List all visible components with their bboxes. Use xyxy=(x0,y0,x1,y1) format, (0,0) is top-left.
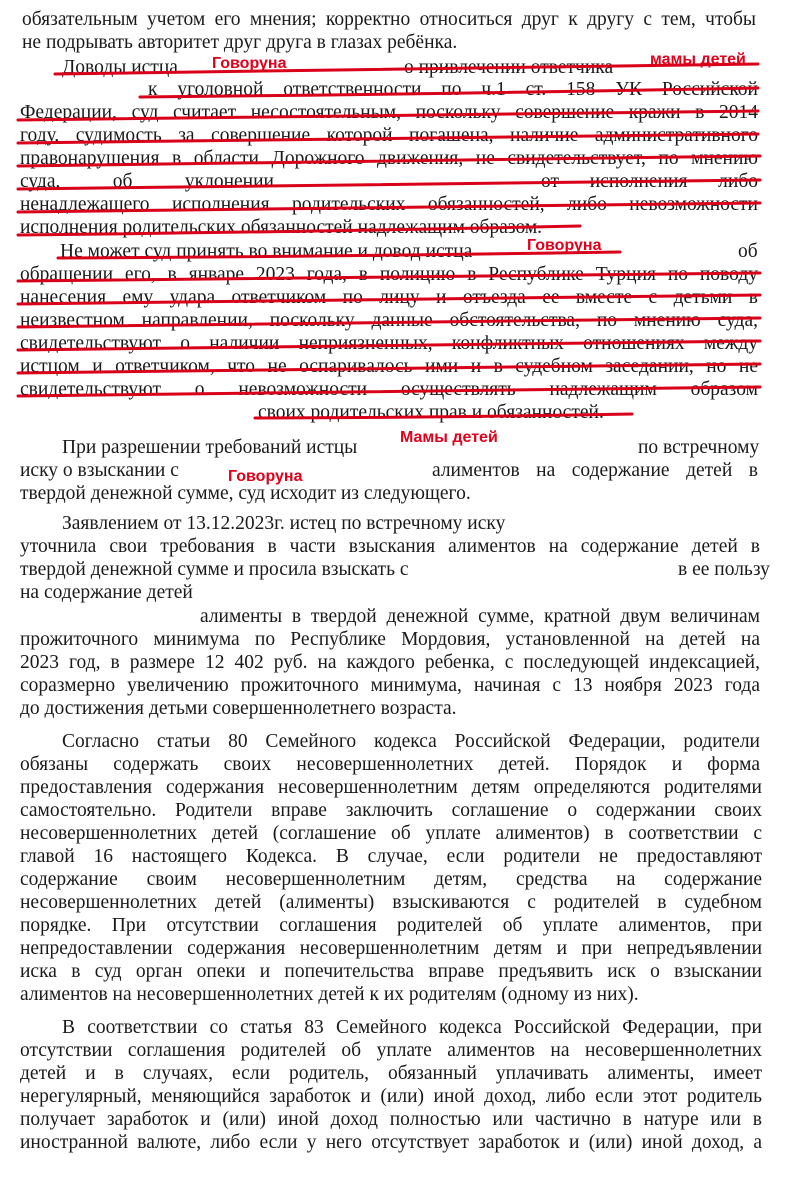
text-line: нанесения ему удара ответчиком по лицу и отъезда ее вместе с детьми в xyxy=(20,287,758,308)
annotation-mamy-detey: Мамы детей xyxy=(400,429,498,446)
text-line: Доводы истца xyxy=(62,57,178,78)
text-line: твердой денежной сумме и просила взыскать с xyxy=(20,559,409,580)
text-line: твердой денежной сумме, суд исходит из следующего. xyxy=(20,483,471,504)
text-line: иска в суд орган опеки и попечительства вправе предъявить иск о взыскании xyxy=(20,961,762,982)
text-line: году, судимость за совершение которой погашена, наличие административного xyxy=(20,125,758,146)
text-line: непредоставлении содержания несовершеннолетним детям и при непредъявлении xyxy=(20,938,762,959)
text-line: Не может суд принять во внимание и довод истца xyxy=(60,241,473,262)
text-line: свидетельствуют о невозможности осуществлять надлежащим образом xyxy=(20,379,758,400)
text-line: истцом и ответчиком, что не оспаривалось ими и в судебном заседании, но не xyxy=(20,356,758,377)
text-line: 2023 год, в размере 12 402 руб. на каждого ребенка, с последующей индексацией, xyxy=(20,652,760,673)
text-line: в ее пользу xyxy=(678,559,770,580)
text-line: самостоятельно. Родители вправе заключить соглашение о содержании своих xyxy=(20,800,762,821)
text-line: обязаны содержать своих несовершеннолетних детей. Порядок и форма xyxy=(20,754,760,775)
text-line: по встречному xyxy=(638,437,760,458)
text-line: к уголовной ответственности по ч.1 ст. 158 УК Российской xyxy=(148,79,758,100)
text-line: иску о взыскании с xyxy=(20,460,179,481)
text-line: обязательным учетом его мнения; корректно относиться друг к другу с тем, чтобы xyxy=(22,9,756,30)
text-line: главой 16 настоящего Кодекса. В случае, если родители не предоставляют xyxy=(20,846,762,867)
annotation-govoruna: Говоруна xyxy=(212,55,287,72)
text-line: от исполнения либо xyxy=(541,171,758,192)
text-line: прожиточного минимума по Республике Мордовия, установленной на детей на xyxy=(20,629,760,650)
text-line: исполнения родительских обязанностей надлежащим образом. xyxy=(20,217,543,238)
text-line: свидетельствуют о наличии неприязненных, конфликтных отношениях между xyxy=(20,333,758,354)
annotation-govoruna: Говоруна xyxy=(527,237,602,254)
text-line: на содержание детей xyxy=(20,582,193,603)
text-line: правонарушения в области Дорожного движения, не свидетельствует, по мнению xyxy=(20,148,758,169)
text-line: алиментов на несовершеннолетних детей к их родителям (одному из них). xyxy=(20,984,639,1005)
text-line: об xyxy=(738,241,758,262)
text-line: суда, об уклонении xyxy=(20,171,274,192)
text-line: уточнила свои требования в части взыскания алиментов на содержание детей в xyxy=(20,536,760,557)
text-line: иностранной валюте, либо если у него отсутствует заработок и (или) иной доход, а xyxy=(20,1132,762,1153)
text-line: Согласно статьи 80 Семейного кодекса Российской Федерации, родители xyxy=(62,731,760,752)
text-line: обращении его, в январе 2023 года, в полицию в Республике Турция по поводу xyxy=(20,264,758,285)
text-line: ненадлежащего исполнения родительских обязанностей, либо невозможности xyxy=(20,194,758,215)
annotation-mamy-detey: мамы детей xyxy=(650,51,746,68)
text-line: предоставления содержания несовершеннолетним детям определяются родителями xyxy=(20,777,762,798)
text-line: содержание своим несовершеннолетним детям, средства на содержание xyxy=(20,869,762,890)
text-line: неизвестном направлении, поскольку данные обстоятельства, по мнению суда, xyxy=(20,310,758,331)
text-line: При разрешении требований истцы xyxy=(62,437,358,458)
annotation-govoruna: Говоруна xyxy=(228,468,303,485)
text-line: алименты в твердой денежной сумме, кратной двум величинам xyxy=(200,606,760,627)
text-line: В соответствии со статья 83 Семейного кодекса Российской Федерации, при xyxy=(62,1017,762,1038)
text-line: детей и в случаях, если родитель, обязанный уплачивать алименты, имеет xyxy=(20,1063,762,1084)
text-line: своих родительских прав и обязанностей. xyxy=(258,402,604,423)
text-line: Заявлением от 13.12.2023г. истец по встречному иску xyxy=(62,513,506,534)
text-line: соразмерно увеличению прожиточного минимума, начиная с 13 ноября 2023 года xyxy=(20,675,760,696)
text-line: до достижения детьми совершеннолетнего возраста. xyxy=(20,698,457,719)
text-line: алиментов на содержание детей в xyxy=(432,460,758,481)
text-line: нерегулярный, меняющийся заработок и (или) иной доход, либо если этот родитель xyxy=(20,1086,762,1107)
text-line: о привлечении ответчика xyxy=(404,57,614,78)
text-line: порядке. При отсутствии соглашения родителей об уплате алиментов, при xyxy=(20,915,762,936)
text-line: несовершеннолетних детей (алименты) взыскиваются с родителей в судебном xyxy=(20,892,762,913)
text-line: не подрывать авторитет друг друга в глазах ребёнка. xyxy=(22,32,458,53)
text-line: отсутствии соглашения родителей об уплате алиментов на несовершеннолетних xyxy=(20,1040,762,1061)
text-line: Федерации, суд считает несостоятельным, поскольку совершение кражи в 2014 xyxy=(20,102,758,123)
text-line: несовершеннолетних детей (соглашение об уплате алиментов) в соответствии с xyxy=(20,823,762,844)
text-line: получает заработок и (или) иной доход полностью или частично в натуре или в xyxy=(20,1109,762,1130)
